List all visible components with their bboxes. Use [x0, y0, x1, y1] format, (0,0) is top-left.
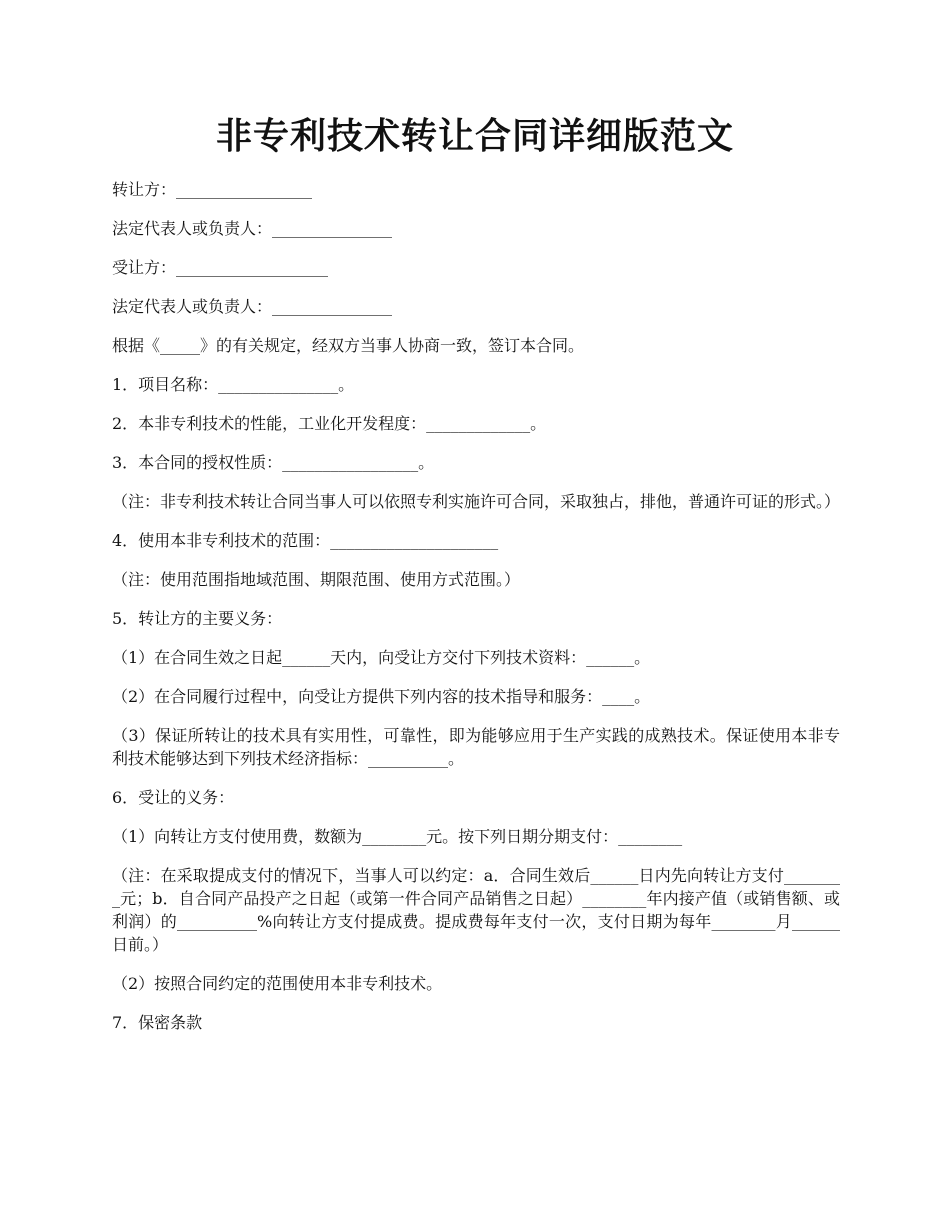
paragraph-clause-5: 5．转让方的主要义务： — [112, 609, 283, 628]
paragraph-clause-5-item-3: （3）保证所转让的技术具有实用性，可靠性，即为能够应用于生产实践的成熟技术。保证使用本非专利技术能够达到下列技术经济指标：__________。 — [112, 726, 840, 768]
paragraph-clause-7: 7．保密条款 — [112, 1013, 203, 1032]
paragraph-clause-6-item-2: （2）按照合同约定的范围使用本非专利技术。 — [112, 974, 443, 993]
paragraph-clause-2: 2．本非专利技术的性能，工业化开发程度：_____________。 — [112, 414, 547, 433]
paragraph-transferee-representative: 法定代表人或负责人：_______________ — [112, 297, 393, 316]
paragraph-preamble: 根据《_____》的有关规定，经双方当事人协商一致，签订本合同。 — [112, 336, 585, 355]
paragraph-transferee: 受让方：___________________ — [112, 258, 329, 277]
paragraph-clause-4: 4．使用本非专利技术的范围：_____________________ — [112, 531, 499, 550]
paragraph-transferor: 转让方：_________________ — [112, 180, 313, 199]
document-body — [112, 178, 840, 1050]
paragraph-clause-3: 3．本合同的授权性质：_________________。 — [112, 453, 435, 472]
paragraph-clause-6: 6．受让的义务： — [112, 788, 235, 807]
paragraph-clause-6-item-1: （1）向转让方支付使用费，数额为________元。按下列日期分期支付：________ — [112, 827, 683, 846]
paragraph-clause-5-item-1: （1）在合同生效之日起______天内，向受让方交付下列技术资料：______。 — [112, 648, 651, 667]
paragraph-note-royalty: （注：在采取提成支付的情况下，当事人可以约定：a．合同生效后______日内先向转让方支付________元；b．自合同产品投产之日起（或第一件合同产品销售之日起）________年内接产值（或销售额、或利润）的__________%向转让方支付提成费。提成费每年支付一次，支付日期为每年________月______日前。） — [112, 866, 840, 954]
paragraph-clause-1: 1．项目名称：_______________。 — [112, 375, 355, 394]
paragraph-transferor-representative: 法定代表人或负责人：_______________ — [112, 219, 393, 238]
paragraph-note-license: （注：非专利技术转让合同当事人可以依照专利实施许可合同，采取独占，排他，普通许可证的形式。） — [112, 492, 841, 511]
paragraph-clause-5-item-2: （2）在合同履行过程中，向受让方提供下列内容的技术指导和服务：____。 — [112, 687, 651, 706]
document-title: 非专利技术转让合同详细版范文 — [215, 115, 734, 157]
paragraph-note-scope: （注：使用范围指地域范围、期限范围、使用方式范围。） — [112, 570, 521, 589]
